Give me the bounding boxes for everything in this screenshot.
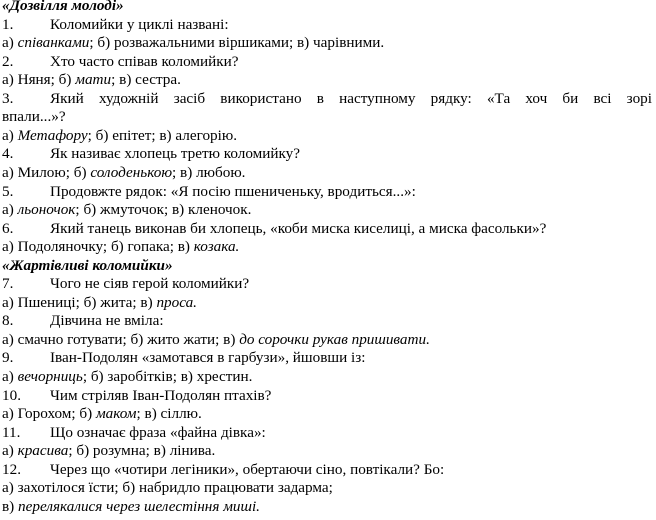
question-number: 6.: [2, 219, 14, 237]
answer-options: [2, 34, 652, 53]
question-line: [2, 461, 652, 480]
question-line: [2, 145, 652, 164]
answer-options: [2, 498, 652, 517]
answer-text: ; б) заробітків; в) хрестин.: [82, 368, 253, 385]
answer-text: а): [2, 442, 18, 460]
question-text: Чого не сіяв герой коломийки?: [50, 275, 250, 293]
question-line: [2, 183, 652, 202]
question-line: [2, 90, 652, 109]
question-number: 4.: [2, 145, 14, 163]
answer-text: а) Пшениці; б) жита; в): [2, 293, 157, 311]
question-line: [2, 424, 652, 443]
question-text: Продовжте рядок: «Я посію пшениченьку, вродиться...»:: [50, 182, 416, 200]
answer-text: а) смачно готувати; б) жито жати; в): [2, 330, 240, 348]
answer-text: ; в) любою.: [172, 163, 246, 181]
answer-options: [2, 405, 652, 424]
answer-options: [2, 238, 652, 257]
section-title: «Жартівливі коломийки»: [2, 256, 173, 274]
question-text: Коломийки у циклі названі:: [50, 15, 229, 33]
question-number: 9.: [2, 349, 14, 367]
question-text: Який художній засіб використано в наступному рядку: «Та хоч би всі зорі: [50, 89, 652, 107]
answer-options: [2, 127, 652, 146]
question-line: [2, 220, 652, 239]
answer-correct: мати: [75, 71, 112, 89]
answer-correct: до сорочки рукав пришивати.: [239, 330, 430, 348]
section-title: «Дозвілля молоді»: [2, 0, 124, 14]
answer-options: [2, 164, 652, 183]
answer-correct: козака.: [193, 238, 240, 256]
question-number: 2.: [2, 52, 14, 70]
answer-text: а): [2, 201, 18, 219]
answer-correct: Метафору: [17, 126, 88, 144]
answer-text: ; б) розумна; в) лінива.: [68, 442, 216, 460]
question-line: [2, 312, 652, 331]
question-number: 8.: [2, 312, 14, 330]
question-text: Іван-Подолян «замотався в гарбузи», йшовши із:: [50, 349, 366, 367]
answer-text: ; в) сестра.: [111, 71, 181, 89]
question-line: [2, 275, 652, 294]
question-continuation: впали...»?: [2, 108, 66, 126]
answer-text: ; б) розважальними віршиками; в) чарівними.: [89, 34, 385, 52]
answer-text: а): [2, 126, 18, 144]
answer-text: а) захотілося їсти; б) набридло працювати задарма;: [2, 479, 333, 497]
answer-options: [2, 479, 652, 498]
answer-options: [2, 368, 652, 387]
answer-correct: льоночок: [17, 201, 76, 219]
answer-options: [2, 71, 652, 90]
answer-text: ; в) сіллю.: [136, 405, 202, 423]
question-number: 7.: [2, 275, 14, 293]
question-number: 10.: [2, 386, 21, 404]
answer-options: [2, 331, 652, 350]
answer-correct: солоденькою: [90, 163, 173, 181]
answer-text: а): [2, 368, 18, 385]
question-line: [2, 53, 652, 72]
question-line: [2, 16, 652, 35]
question-number: 1.: [2, 15, 14, 33]
answer-correct: вечорниць: [17, 368, 83, 385]
question-number: 12.: [2, 460, 21, 478]
question-line: [2, 349, 652, 368]
answer-text: а) Горохом; б): [2, 405, 96, 423]
answer-correct: маком: [95, 405, 137, 423]
question-text: Дівчина не вміла:: [50, 312, 164, 330]
answer-options: [2, 294, 652, 313]
answer-text: ; б) жмуточок; в) кленочок.: [75, 201, 252, 219]
answer-options: [2, 442, 652, 461]
answer-correct: перелякалися через шелестіння миші.: [18, 497, 260, 515]
answer-correct: проса.: [156, 293, 197, 311]
question-number: 11.: [2, 423, 21, 441]
question-text: Хто часто співав коломийки?: [50, 52, 239, 70]
answer-options: [2, 201, 652, 220]
question-number: 3.: [2, 89, 14, 107]
answer-correct: співанками: [17, 34, 90, 52]
question-text: Чим стріляв Іван-Подолян птахів?: [50, 386, 272, 404]
question-text: Який танець виконав би хлопець, «коби миска киселиці, а миска фасольки»?: [50, 219, 547, 237]
answer-text: а) Подоляночку; б) гопака; в): [2, 238, 194, 256]
question-text: Що означає фраза «файна дівка»:: [50, 423, 266, 441]
answer-text: в): [2, 497, 19, 515]
question-text: Як називає хлопець третю коломийку?: [50, 145, 300, 163]
answer-text: ; б) епітет; в) алегорію.: [87, 126, 237, 144]
question-number: 5.: [2, 182, 14, 200]
answer-text: а) Милою; б): [2, 163, 91, 181]
question-text: Через що «чотири легіники», обертаючи сіно, повтікали? Бо:: [50, 460, 445, 478]
answer-text: а) Няня; б): [2, 71, 76, 89]
answer-text: а): [2, 34, 18, 52]
question-line: [2, 387, 652, 406]
answer-correct: красива: [17, 442, 69, 460]
